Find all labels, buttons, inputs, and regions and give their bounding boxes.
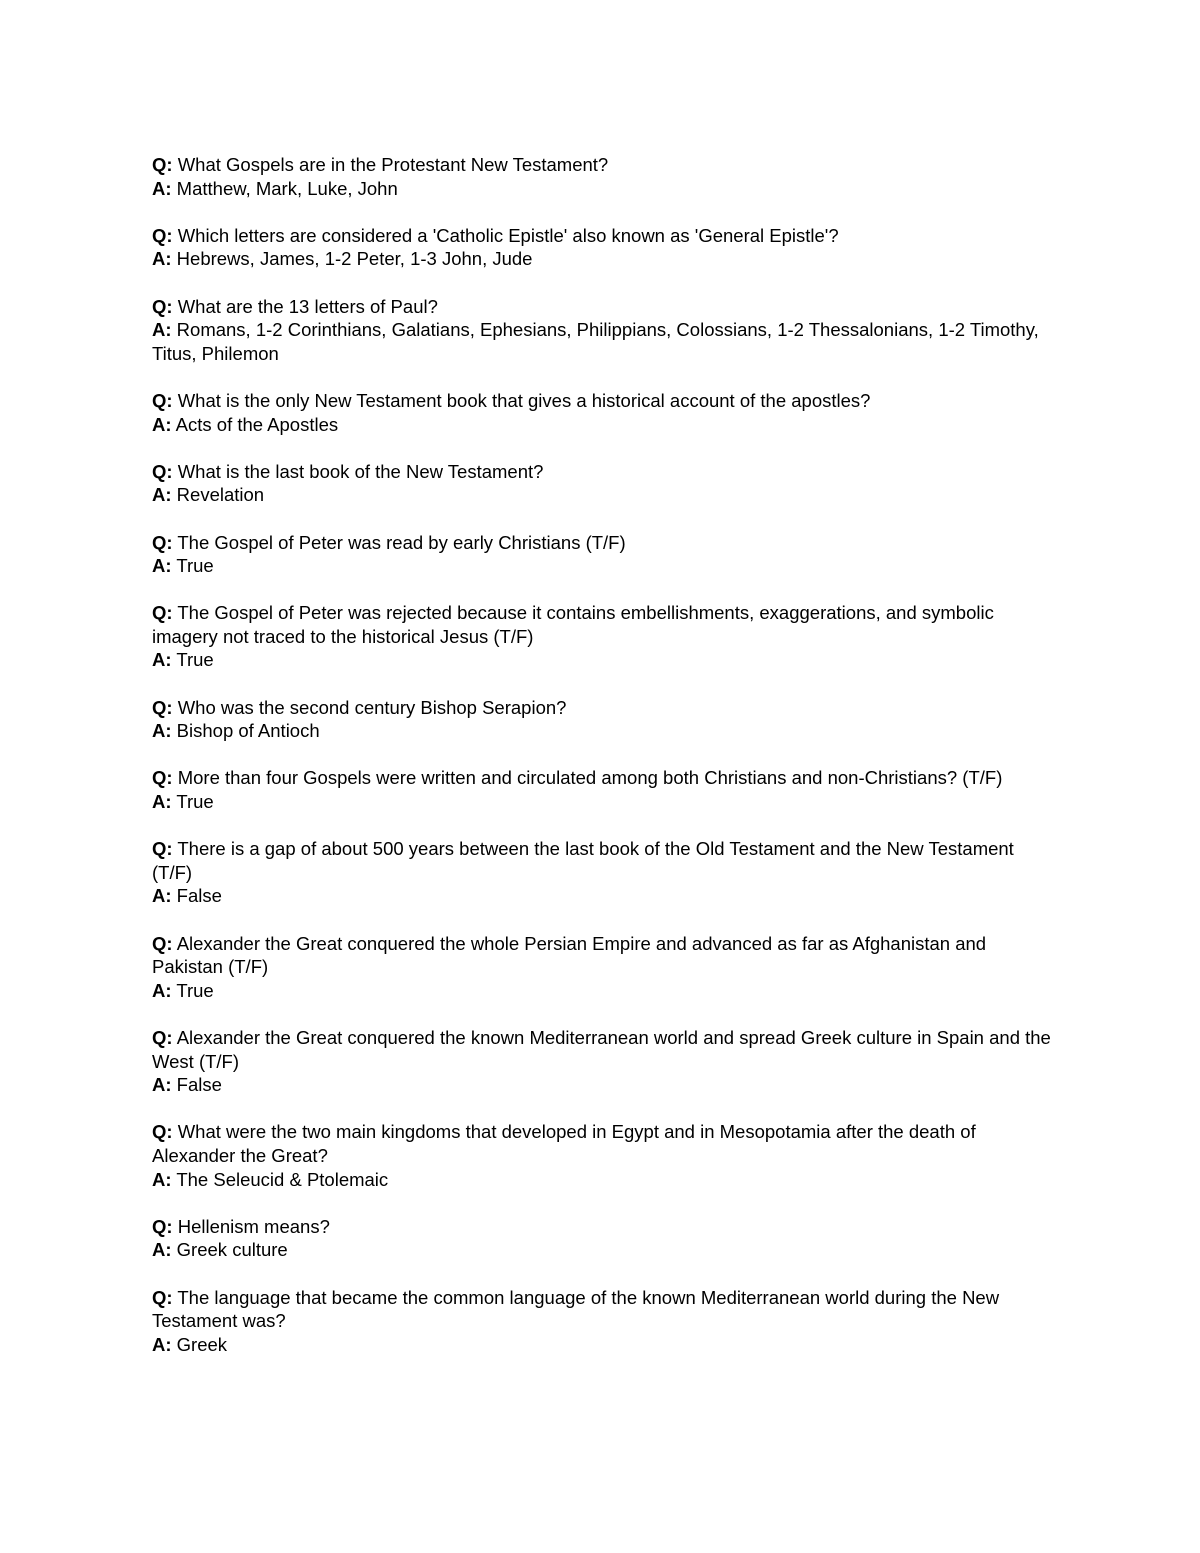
answer-text: False	[176, 885, 222, 907]
answer-prefix: A:	[152, 177, 172, 199]
qa-item	[152, 531, 1052, 578]
answer-text: Romans, 1-2 Corinthians, Galatians, Ephesians, Philippians, Colossians, 1-2 Thessalonians, 1-2 Timothy, Titus, Philemon	[152, 319, 1039, 364]
question-prefix: Q:	[152, 154, 173, 175]
answer	[152, 247, 1052, 271]
answer-text: True	[176, 979, 214, 1001]
question-text: What is the only New Testament book that gives a historical account of the apostles?	[177, 389, 871, 411]
qa-item	[152, 295, 1052, 366]
answer-prefix: A:	[152, 979, 172, 1001]
question-prefix: Q:	[152, 767, 173, 789]
answer-text: False	[176, 1074, 222, 1096]
answer-prefix: A:	[152, 319, 172, 341]
question	[152, 389, 1052, 413]
answer-text: True	[176, 555, 214, 577]
question-text: The language that became the common language of the known Mediterranean world during the New Testament was?	[152, 1286, 1000, 1332]
question-prefix: Q:	[152, 531, 173, 553]
question	[152, 295, 1052, 319]
answer-text: Greek culture	[176, 1239, 288, 1261]
qa-item	[152, 766, 1052, 813]
question	[152, 153, 1052, 177]
answer-prefix: A:	[152, 248, 172, 270]
answer	[152, 483, 1052, 507]
question-text: Alexander the Great conquered the whole Persian Empire and advanced as far as Afghanistan and Pakistan (T/F)	[152, 932, 987, 978]
question-prefix: Q:	[152, 696, 173, 718]
question-prefix: Q:	[152, 1026, 173, 1048]
answer	[152, 177, 1052, 201]
question-prefix: Q:	[152, 1215, 173, 1237]
answer	[152, 1168, 1052, 1192]
answer-text: Bishop of Antioch	[176, 720, 320, 742]
question	[152, 837, 1052, 884]
question	[152, 1215, 1052, 1239]
question	[152, 531, 1052, 555]
question	[152, 1120, 1052, 1167]
question-prefix: Q:	[152, 1121, 173, 1143]
question-text: Who was the second century Bishop Serapion?	[177, 696, 567, 718]
question-text: There is a gap of about 500 years between the last book of the Old Testament and the New Testament (T/F)	[152, 838, 1014, 883]
answer	[152, 413, 1052, 437]
qa-item	[152, 837, 1052, 908]
question-prefix: Q:	[152, 460, 173, 482]
answer	[152, 884, 1052, 908]
question	[152, 601, 1052, 648]
qa-item	[152, 153, 1052, 200]
question-text: What were the two main kingdoms that developed in Egypt and in Mesopotamia after the death of Alexander the Great?	[152, 1121, 976, 1166]
answer-prefix: A:	[152, 484, 172, 506]
answer-prefix: A:	[152, 413, 172, 435]
question-text: What Gospels are in the Protestant New Testament?	[177, 154, 609, 175]
answer-prefix: A:	[152, 1333, 172, 1355]
question	[152, 766, 1052, 790]
qa-item	[152, 1120, 1052, 1191]
answer	[152, 1238, 1052, 1262]
answer	[152, 1333, 1052, 1357]
question	[152, 932, 1052, 979]
answer-text: True	[176, 791, 214, 813]
answer	[152, 1073, 1052, 1097]
answer-prefix: A:	[152, 1239, 172, 1261]
qa-item	[152, 696, 1052, 743]
answer-prefix: A:	[152, 720, 172, 742]
question-text: What are the 13 letters of Paul?	[177, 295, 438, 317]
question-prefix: Q:	[152, 932, 173, 954]
answer-text: Revelation	[176, 484, 265, 506]
question-text: Hellenism means?	[177, 1215, 330, 1237]
answer-prefix: A:	[152, 885, 172, 907]
document-page	[152, 153, 1052, 1380]
question-text: What is the last book of the New Testament?	[177, 460, 544, 482]
question	[152, 224, 1052, 248]
answer-prefix: A:	[152, 649, 172, 671]
qa-item	[152, 460, 1052, 507]
answer	[152, 554, 1052, 578]
answer-text: Greek	[176, 1333, 228, 1355]
question-text: More than four Gospels were written and circulated among both Christians and non-Christians? (T/F)	[177, 767, 1003, 789]
answer-prefix: A:	[152, 791, 172, 813]
answer	[152, 979, 1052, 1003]
answer-text: True	[176, 649, 214, 671]
answer	[152, 318, 1052, 365]
qa-item	[152, 224, 1052, 271]
question	[152, 460, 1052, 484]
answer-text: The Seleucid & Ptolemaic	[176, 1168, 389, 1190]
question	[152, 696, 1052, 720]
answer-prefix: A:	[152, 555, 172, 577]
answer-prefix: A:	[152, 1074, 172, 1096]
answer-text: Hebrews, James, 1-2 Peter, 1-3 John, Jude	[176, 248, 533, 270]
question-prefix: Q:	[152, 838, 173, 860]
question-text: Which letters are considered a 'Catholic Epistle' also known as 'General Epistle'?	[177, 224, 839, 246]
question-prefix: Q:	[152, 602, 173, 624]
question-prefix: Q:	[152, 1286, 173, 1308]
question-prefix: Q:	[152, 295, 173, 317]
answer-text: Acts of the Apostles	[175, 413, 339, 435]
answer	[152, 719, 1052, 743]
question-text: Alexander the Great conquered the known Mediterranean world and spread Greek culture in Spain and the West (T/F)	[152, 1026, 1051, 1072]
question-prefix: Q:	[152, 224, 173, 246]
question	[152, 1026, 1052, 1073]
qa-item	[152, 389, 1052, 436]
answer-prefix: A:	[152, 1168, 172, 1190]
answer	[152, 790, 1052, 814]
qa-item	[152, 932, 1052, 1003]
question-text: The Gospel of Peter was rejected because it contains embellishments, exaggerations, and symbolic imagery not traced to the historical Jesus (T/F)	[152, 602, 994, 647]
qa-item	[152, 601, 1052, 672]
question-prefix: Q:	[152, 389, 173, 411]
answer-text: Matthew, Mark, Luke, John	[176, 177, 398, 199]
qa-item	[152, 1215, 1052, 1262]
qa-item	[152, 1286, 1052, 1357]
answer	[152, 648, 1052, 672]
qa-item	[152, 1026, 1052, 1097]
question	[152, 1286, 1052, 1333]
question-text: The Gospel of Peter was read by early Christians (T/F)	[177, 531, 626, 553]
